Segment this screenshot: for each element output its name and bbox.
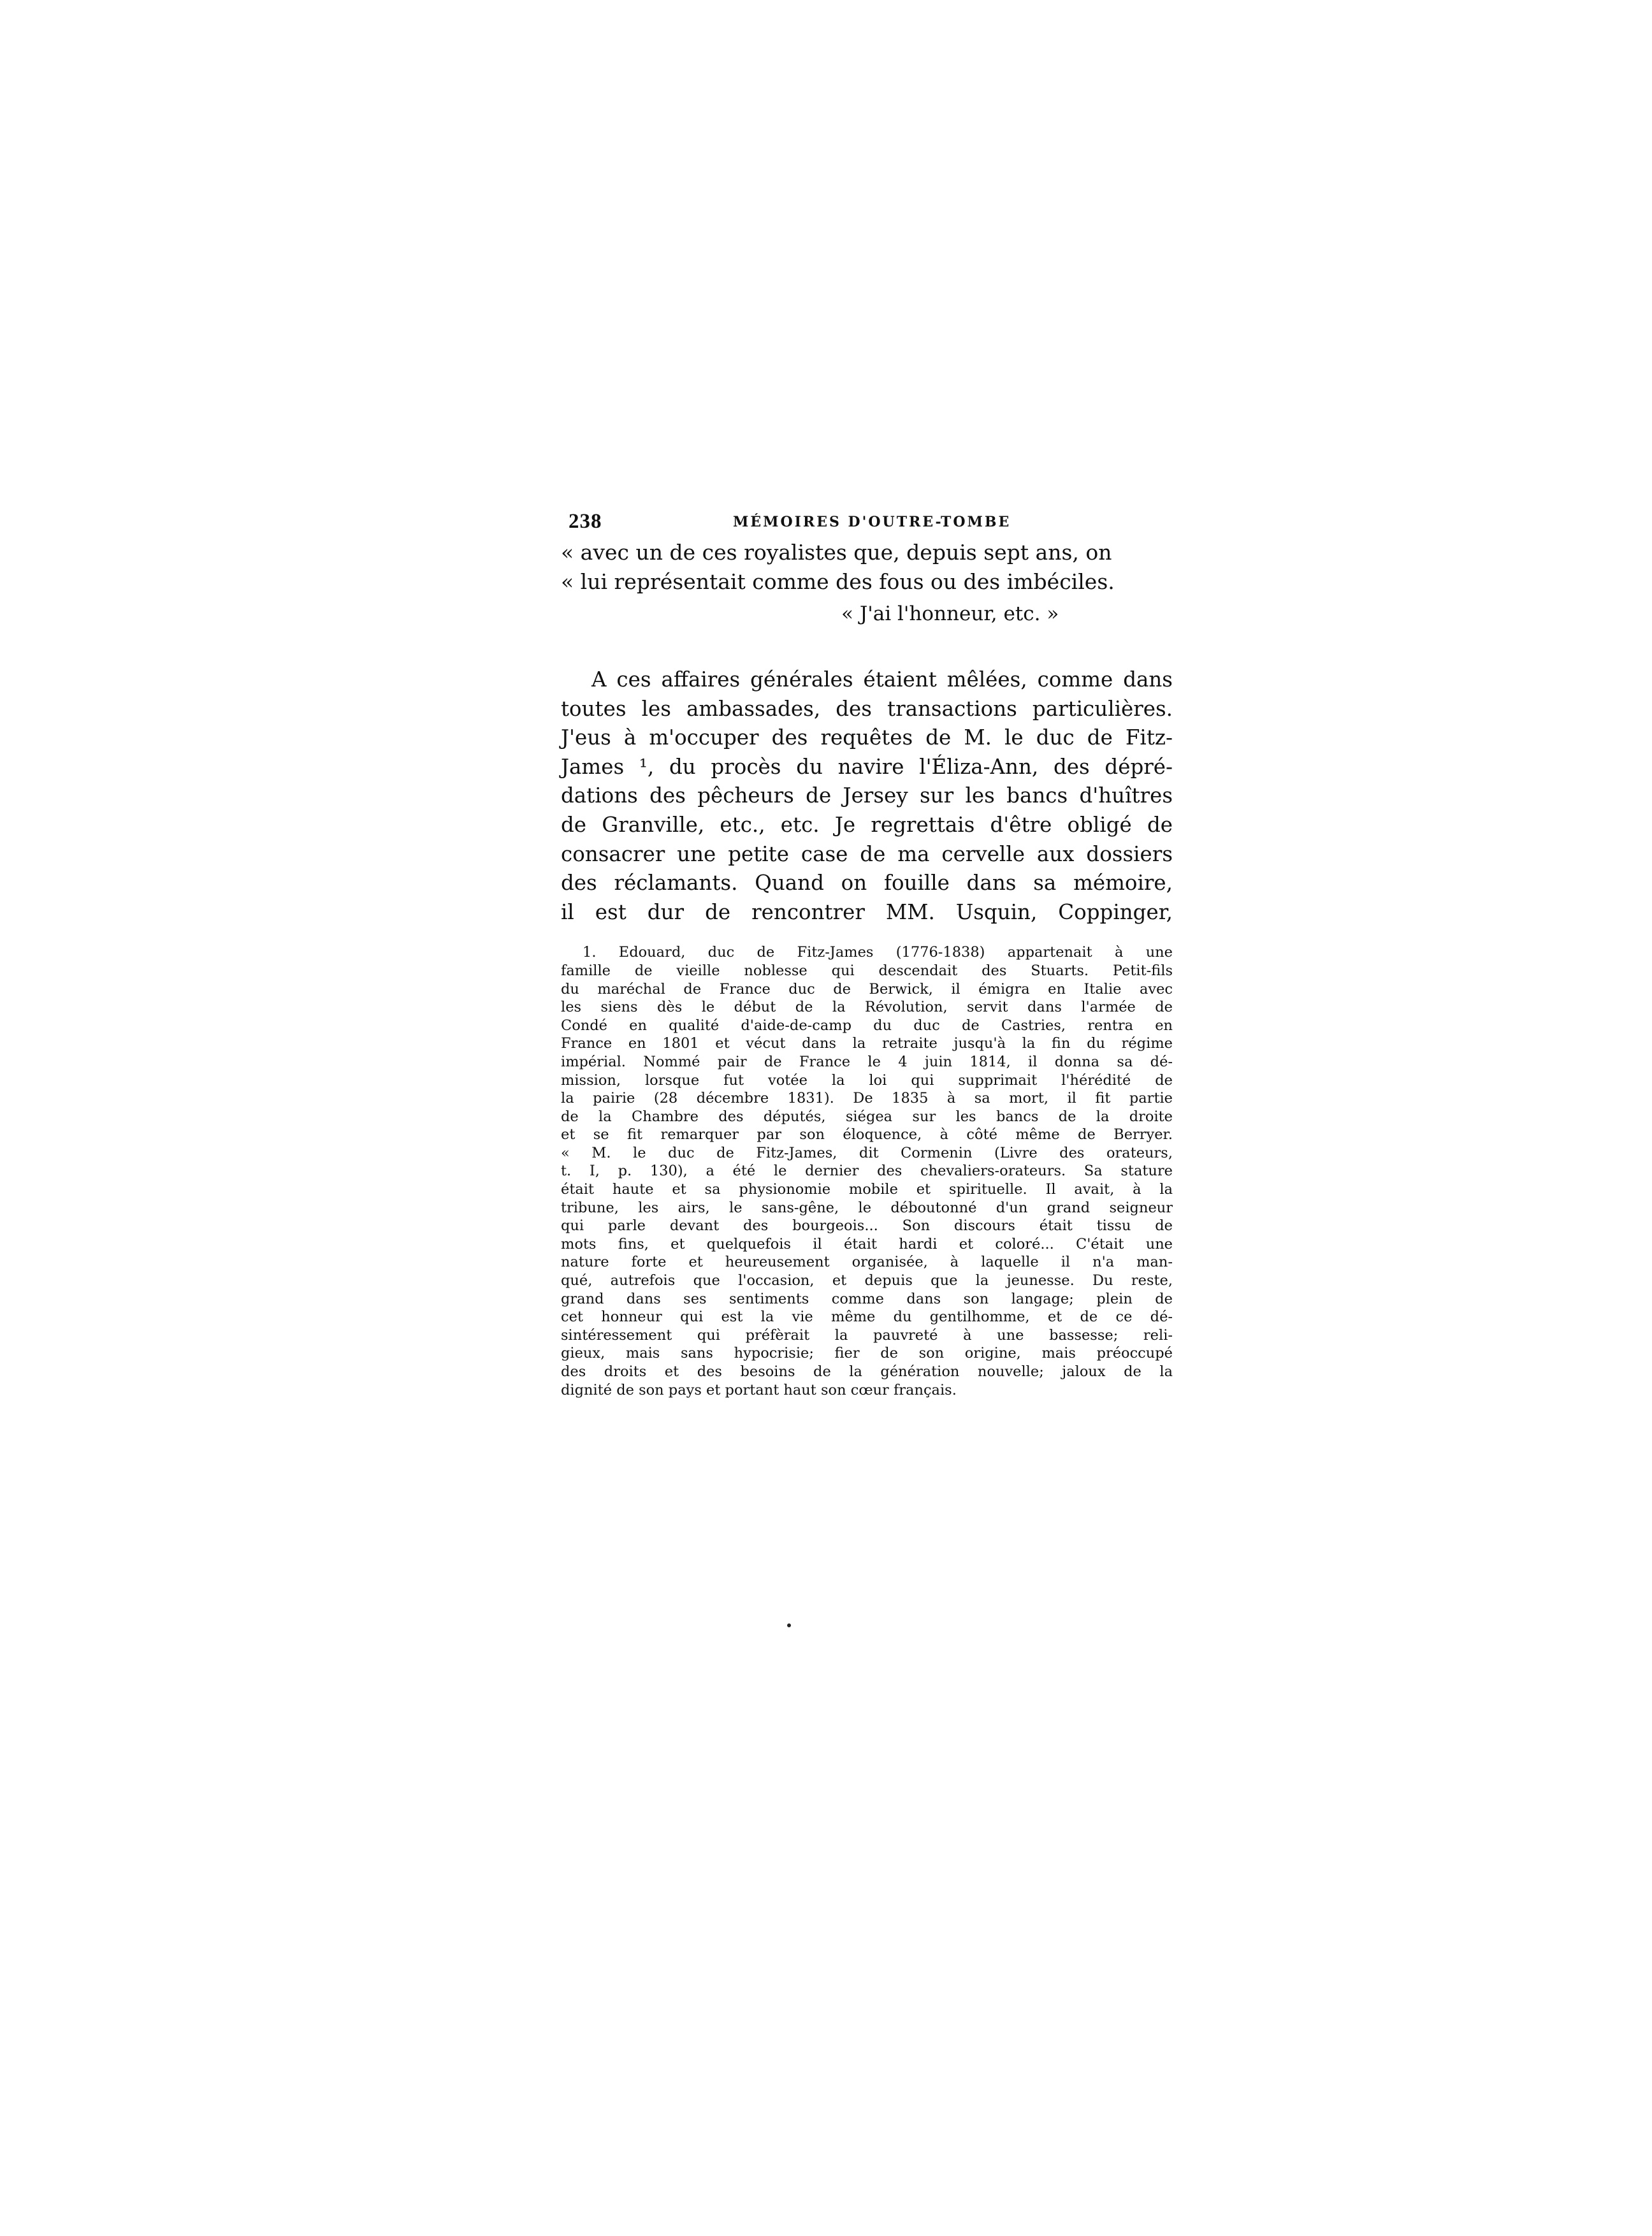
footnote-line: famille de vieille noblesse qui descendait des Stuarts. Petit-fils <box>561 962 1173 979</box>
running-title: MÉMOIRES D'OUTRE-TOMBE <box>733 514 1011 530</box>
quote-line: « lui représentait comme des fous ou des imbéciles. <box>561 569 1115 594</box>
page-text-block <box>561 510 1173 1399</box>
footnote-line: Condé en qualité d'aide-de-camp du duc de Castries, rentra en <box>561 1017 1173 1034</box>
footnote-line: la pairie (28 décembre 1831). De 1835 à sa mort, il fit partie <box>561 1090 1173 1107</box>
footnote-line: France en 1801 et vécut dans la retraite jusqu'à la fin du régime <box>561 1035 1173 1052</box>
footnote-line: du maréchal de France duc de Berwick, il émigra en Italie avec <box>561 980 1173 998</box>
footnote-line: de la Chambre des députés, siégea sur les bancs de la droite <box>561 1108 1173 1125</box>
paragraph-line: J'eus à m'occuper des requêtes de M. le duc de Fitz- <box>561 725 1173 750</box>
footnote-line: les siens dès le début de la Révolution, servit dans l'armée de <box>561 999 1173 1016</box>
footnote-line: et se fit remarquer par son éloquence, à côté même de Berryer. <box>561 1126 1173 1143</box>
paragraph-line: consacrer une petite case de ma cervelle aux dossiers <box>561 841 1173 866</box>
running-head <box>561 510 1173 538</box>
paragraph-line: James ¹, du procès du navire l'Éliza-Ann, des dépré- <box>561 754 1173 779</box>
footnote-line: nature forte et heureusement organisée, à laquelle il n'a man- <box>561 1254 1173 1271</box>
paragraph-line: de Granville, etc., etc. Je regrettais d'être obligé de <box>561 812 1173 837</box>
footnote-line: était haute et sa physionomie mobile et spirituelle. Il avait, à la <box>561 1181 1173 1198</box>
footnote-line: mission, lorsque fut votée la loi qui supprimait l'hérédité de <box>561 1071 1173 1089</box>
paragraph-line: A ces affaires générales étaient mêlées, comme dans <box>591 667 1173 692</box>
quoted-letter-ending <box>561 538 1173 628</box>
footnote <box>561 943 1173 1399</box>
footnote-line: t. I, p. 130), a été le dernier des chevaliers-orateurs. Sa stature <box>561 1163 1173 1180</box>
quote-line: « avec un de ces royalistes que, depuis sept ans, on <box>561 540 1112 565</box>
footnote-line: cet honneur qui est la vie même du gentilhomme, et de ce dé- <box>561 1309 1173 1326</box>
footnote-line: sintéressement qui préfèrait la pauvreté à une bassesse; reli- <box>561 1326 1173 1344</box>
ink-speck <box>787 1623 791 1627</box>
footnote-line: 1. Edouard, duc de Fitz-James (1776-1838) appartenait à une <box>583 944 1173 961</box>
footnote-line: des droits et des besoins de la génération nouvelle; jaloux de la <box>561 1363 1173 1380</box>
paragraph-line: toutes les ambassades, des transactions particulières. <box>561 696 1173 721</box>
paragraph-line: des réclamants. Quand on fouille dans sa mémoire, <box>561 871 1173 896</box>
paragraph-line: dations des pêcheurs de Jersey sur les bancs d'huîtres <box>561 783 1173 808</box>
paragraph-line: il est dur de rencontrer MM. Usquin, Coppinger, <box>561 899 1173 924</box>
footnote-line: tribune, les airs, le sans-gêne, le déboutonné d'un grand seigneur <box>561 1199 1173 1216</box>
page-number: 238 <box>569 510 602 533</box>
footnote-line: impérial. Nommé pair de France le 4 juin 1814, il donna sa dé- <box>561 1053 1173 1070</box>
footnote-line: gieux, mais sans hypocrisie; fier de son origine, mais préoccupé <box>561 1345 1173 1362</box>
footnote-line: dignité de son pays et portant haut son cœur français. <box>561 1381 957 1398</box>
footnote-line: qué, autrefois que l'occasion, et depuis que la jeunesse. Du reste, <box>561 1272 1173 1289</box>
footnote-line: grand dans ses sentiments comme dans son langage; plein de <box>561 1290 1173 1307</box>
footnote-line: qui parle devant des bourgeois... Son discours était tissu de <box>561 1217 1173 1235</box>
letter-signoff: « J'ai l'honneur, etc. » <box>841 602 1059 625</box>
footnote-line: mots fins, et quelquefois il était hardi et coloré... C'était une <box>561 1235 1173 1252</box>
footnote-line: « M. le duc de Fitz-James, dit Cormenin (Livre des orateurs, <box>561 1144 1173 1161</box>
main-paragraph <box>561 665 1173 927</box>
